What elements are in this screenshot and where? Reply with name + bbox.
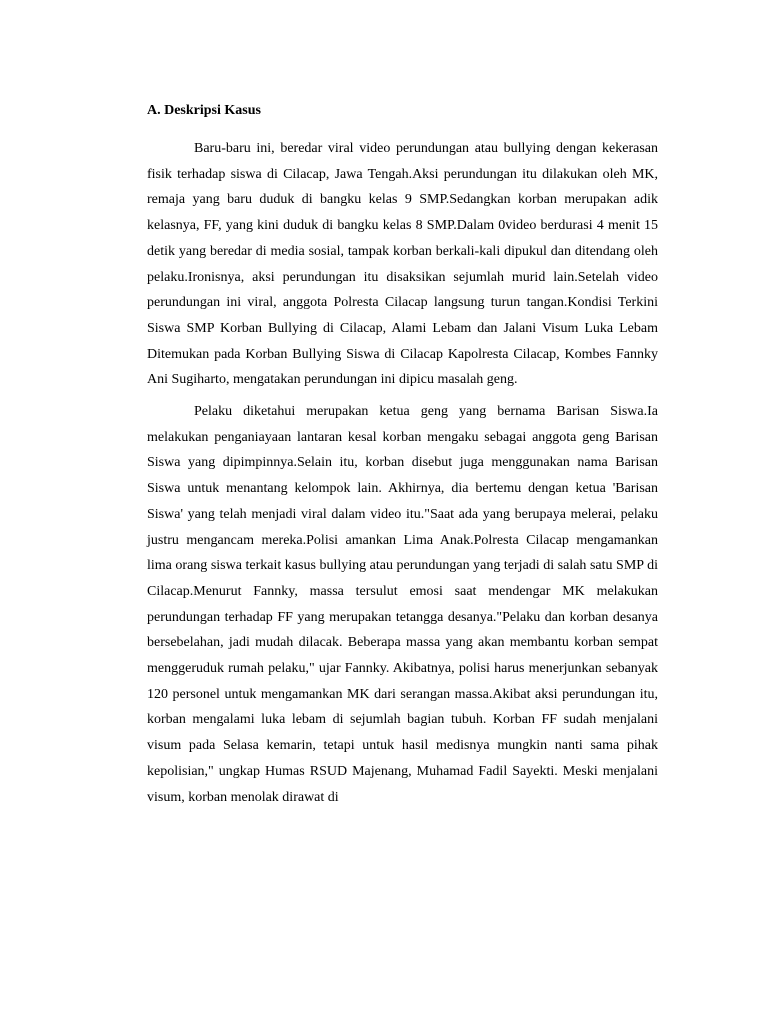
paragraph-1: Baru-baru ini, beredar viral video perundungan atau bullying dengan kekerasan fisik terhadap siswa di Cilacap, Jawa Tengah.Aksi perundungan itu dilakukan oleh MK, remaja yang baru duduk di bangku kelas 9 SMP.Sedangkan korban merupakan adik kelasnya, FF, yang kini duduk di bangku kelas 8 SMP.Dalam 0video berdurasi 4 menit 15 detik yang beredar di media sosial, tampak korban berkali-kali dipukul dan ditendang oleh pelaku.Ironisnya, aksi perundungan itu disaksikan sejumlah murid lain.Setelah video perundungan ini viral, anggota Polresta Cilacap langsung turun tangan.Kondisi Terkini Siswa SMP Korban Bullying di Cilacap, Alami Lebam dan Jalani Visum Luka Lebam Ditemukan pada Korban Bullying Siswa di Cilacap Kapolresta Cilacap, Kombes Fannky Ani Sugiharto, mengatakan perundungan ini dipicu masalah geng. [147, 141, 658, 388]
paragraph-2: Pelaku diketahui merupakan ketua geng yang bernama Barisan Siswa.Ia melakukan penganiayaan lantaran kesal korban mengaku sebagai anggota geng Barisan Siswa yang dipimpinnya.Selain itu, korban disebut juga menggunakan nama Barisan Siswa untuk menantang kelompok lain. Akhirnya, dia bertemu dengan ketua 'Barisan Siswa' yang telah menjadi viral dalam video itu."Saat ada yang berupaya melerai, pelaku justru mengancam mereka.Polisi amankan Lima Anak.Polresta Cilacap mengamankan lima orang siswa terkait kasus bullying atau perundungan yang terjadi di salah satu SMP di Cilacap.Menurut Fannky, massa tersulut emosi saat mendengar MK melakukan perundungan terhadap FF yang merupakan tetangga desanya."Pelaku dan korban desanya bersebelahan, jadi mudah dilacak. Beberapa massa yang akan membantu korban sempat menggeruduk rumah pelaku," ujar Fannky. Akibatnya, polisi harus menerjunkan sebanyak 120 personel untuk mengamankan MK dari serangan massa.Akibat aksi perundungan itu, korban mengalami luka lebam di sejumlah bagian tubuh. Korban FF sudah menjalani visum pada Selasa kemarin, tetapi untuk hasil medisnya mungkin nanti sama pihak kepolisian," ungkap Humas RSUD Majenang, Muhamad Fadil Sayekti. Meski menjalani visum, korban menolak dirawat di [147, 404, 658, 805]
document-body [147, 101, 658, 816]
section-heading: A. Deskripsi Kasus [147, 103, 261, 118]
